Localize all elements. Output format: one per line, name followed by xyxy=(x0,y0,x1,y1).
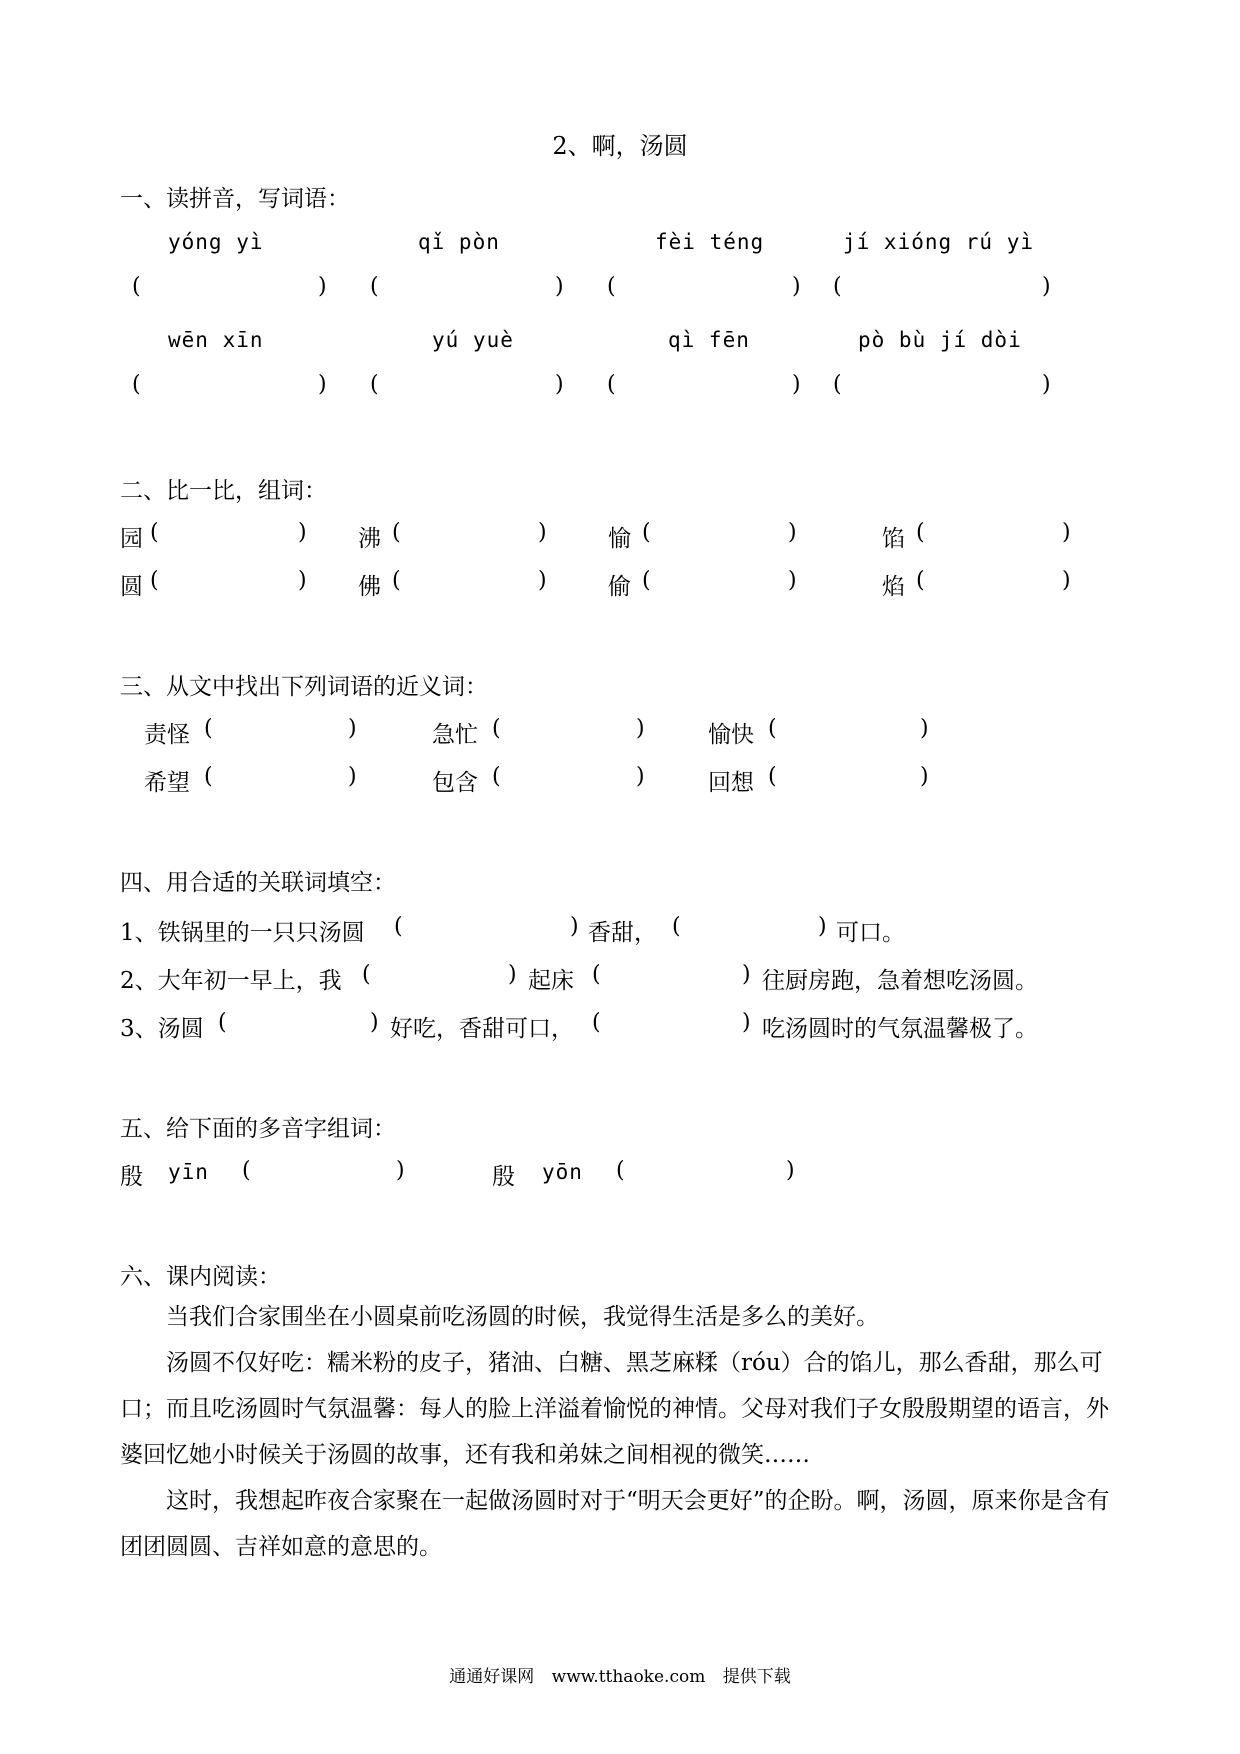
pinyin-2: qǐ pòn xyxy=(418,230,500,254)
answer-blank-open: ( xyxy=(607,274,616,299)
polyphone-pinyin: yōn xyxy=(542,1160,583,1184)
answer-blank-open: ( xyxy=(672,914,681,939)
answer-blank-close: ) xyxy=(348,764,357,789)
compare-char: 佛 xyxy=(358,574,381,600)
footer-note: 提供下载 xyxy=(722,1667,791,1687)
answer-blank-close: ) xyxy=(786,1158,795,1183)
section-2-heading: 二、比一比，组词： xyxy=(120,478,327,504)
answer-blank-open: ( xyxy=(392,568,401,593)
answer-blank-close: ) xyxy=(920,716,929,741)
fill-sentence-3-part: 好吃，香甜可口， xyxy=(390,1016,574,1042)
page-title: 2、啊，汤圆 xyxy=(552,132,688,160)
answer-blank-open: ( xyxy=(592,1010,601,1035)
section-4-heading: 四、用合适的关联词填空： xyxy=(120,870,396,896)
reading-paragraph-1: 当我们合家围坐在小圆桌前吃汤圆的时候，我觉得生活是多么的美好。 xyxy=(166,1304,879,1330)
fill-sentence-1-part: 1、铁锅里的一只只汤圆 xyxy=(120,920,365,946)
answer-blank-open: ( xyxy=(392,520,401,545)
answer-blank-close: ) xyxy=(298,520,307,545)
polyphone-char: 殷 xyxy=(492,1164,515,1190)
pinyin-8: pò bù jí dòi xyxy=(858,328,1022,352)
fill-sentence-3-part: 吃汤圆时的气氛温馨极了。 xyxy=(762,1016,1038,1042)
compare-char: 愉 xyxy=(608,526,631,552)
section-6-heading: 六、课内阅读： xyxy=(120,1264,281,1290)
fill-sentence-3-part: 3、汤圆 xyxy=(120,1016,204,1042)
answer-blank-close: ) xyxy=(1042,372,1051,397)
footer-site-name: 通通好课网 xyxy=(449,1667,535,1687)
compare-char: 园 xyxy=(120,526,143,552)
pinyin-6: yú yuè xyxy=(432,328,514,352)
answer-blank-close: ) xyxy=(570,914,579,939)
answer-blank-open: ( xyxy=(492,764,501,789)
synonym-word: 回想 xyxy=(708,770,754,796)
synonym-word: 包含 xyxy=(432,770,478,796)
answer-blank-open: ( xyxy=(132,274,141,299)
answer-blank-open: ( xyxy=(394,914,403,939)
synonym-word: 愉快 xyxy=(708,722,754,748)
section-5-heading: 五、给下面的多音字组词： xyxy=(120,1116,396,1142)
compare-char: 沸 xyxy=(358,526,381,552)
answer-blank-close: ) xyxy=(508,962,517,987)
answer-blank-close: ) xyxy=(1042,274,1051,299)
answer-blank-open: ( xyxy=(916,520,925,545)
pinyin-1: yóng yì xyxy=(168,230,264,254)
answer-blank-close: ) xyxy=(396,1158,405,1183)
answer-blank-open: ( xyxy=(916,568,925,593)
polyphone-char: 殷 xyxy=(120,1164,143,1190)
compare-char: 圆 xyxy=(120,574,143,600)
pinyin-7: qì fēn xyxy=(668,328,750,352)
fill-sentence-2-part: 2、大年初一早上，我 xyxy=(120,968,342,994)
synonym-word: 责怪 xyxy=(144,722,190,748)
answer-blank-close: ) xyxy=(920,764,929,789)
answer-blank-close: ) xyxy=(555,372,564,397)
answer-blank-close: ) xyxy=(1062,520,1071,545)
answer-blank-close: ) xyxy=(636,764,645,789)
answer-blank-open: ( xyxy=(132,372,141,397)
answer-blank-open: ( xyxy=(616,1158,625,1183)
footer xyxy=(0,1662,1240,1687)
reading-paragraph-3: 这时，我想起昨夜合家聚在一起做汤圆时对于“明天会更好”的企盼。啊，汤圆，原来你是含有团团圆圆、吉祥如意的意思的。 xyxy=(120,1488,1110,1560)
pinyin-4: jí xióng rú yì xyxy=(843,230,1035,254)
answer-blank-close: ) xyxy=(788,568,797,593)
answer-blank-close: ) xyxy=(788,520,797,545)
answer-blank-open: ( xyxy=(242,1158,251,1183)
fill-sentence-2-part: 往厨房跑，急着想吃汤圆。 xyxy=(762,968,1038,994)
answer-blank-open: ( xyxy=(768,716,777,741)
answer-blank-open: ( xyxy=(150,568,159,593)
fill-sentence-1-part: 香甜， xyxy=(588,920,657,946)
answer-blank-close: ) xyxy=(318,274,327,299)
answer-blank-close: ) xyxy=(742,1010,751,1035)
compare-char: 馅 xyxy=(882,526,905,552)
answer-blank-open: ( xyxy=(642,520,651,545)
answer-blank-close: ) xyxy=(538,520,547,545)
answer-blank-close: ) xyxy=(792,274,801,299)
answer-blank-open: ( xyxy=(218,1010,227,1035)
answer-blank-close: ) xyxy=(538,568,547,593)
compare-char: 偷 xyxy=(608,574,631,600)
answer-blank-open: ( xyxy=(642,568,651,593)
answer-blank-open: ( xyxy=(833,274,842,299)
pinyin-3: fèi téng xyxy=(655,230,765,254)
fill-sentence-2-part: 起床 xyxy=(528,968,574,994)
answer-blank-close: ) xyxy=(818,914,827,939)
answer-blank-open: ( xyxy=(362,962,371,987)
answer-blank-open: ( xyxy=(607,372,616,397)
answer-blank-close: ) xyxy=(1062,568,1071,593)
section-3-heading: 三、从文中找出下列词语的近义词： xyxy=(120,674,488,700)
synonym-word: 希望 xyxy=(144,770,190,796)
answer-blank-close: ) xyxy=(318,372,327,397)
answer-blank-close: ) xyxy=(348,716,357,741)
answer-blank-open: ( xyxy=(204,716,213,741)
footer-url[interactable]: www.tthaoke.com xyxy=(551,1667,706,1687)
answer-blank-open: ( xyxy=(833,372,842,397)
answer-blank-open: ( xyxy=(370,372,379,397)
answer-blank-close: ) xyxy=(636,716,645,741)
answer-blank-open: ( xyxy=(370,274,379,299)
answer-blank-open: ( xyxy=(768,764,777,789)
polyphone-pinyin: yīn xyxy=(168,1160,209,1184)
answer-blank-open: ( xyxy=(204,764,213,789)
reading-paragraph-2: 汤圆不仅好吃：糯米粉的皮子，猪油、白糖、黑芝麻糅（róu）合的馅儿，那么香甜，那么可口；而且吃汤圆时气氛温馨：每人的脸上洋溢着愉悦的神情。父母对我们子女殷殷期望的语言，外婆回忆她小时候关于汤圆的故事，还有我和弟妹之间相视的微笑…… xyxy=(120,1350,1109,1468)
answer-blank-close: ) xyxy=(370,1010,379,1035)
synonym-word: 急忙 xyxy=(432,722,478,748)
answer-blank-open: ( xyxy=(150,520,159,545)
compare-char: 焰 xyxy=(882,574,905,600)
answer-blank-close: ) xyxy=(792,372,801,397)
section-1-heading: 一、读拼音，写词语： xyxy=(120,186,350,212)
answer-blank-open: ( xyxy=(492,716,501,741)
answer-blank-open: ( xyxy=(592,962,601,987)
reading-passage xyxy=(120,1294,1130,1570)
answer-blank-close: ) xyxy=(298,568,307,593)
answer-blank-close: ) xyxy=(742,962,751,987)
pinyin-5: wēn xīn xyxy=(168,328,264,352)
answer-blank-close: ) xyxy=(555,274,564,299)
fill-sentence-1-part: 可口。 xyxy=(836,920,905,946)
